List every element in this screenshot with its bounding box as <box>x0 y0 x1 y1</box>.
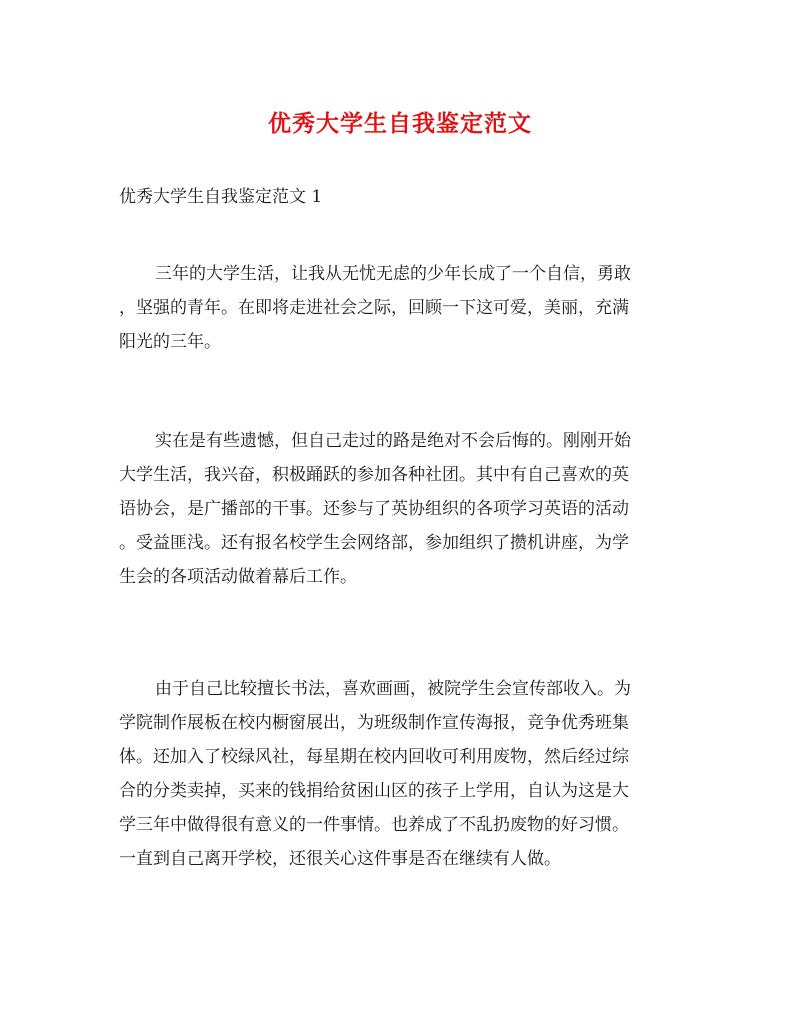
paragraph-line: 体。还加入了校绿风社，每星期在校内回收可利用废物，然后经过综 <box>119 747 629 767</box>
paragraph-line: 语协会，是广播部的干事。还参与了英协组织的各项学习英语的活动 <box>119 499 629 519</box>
paragraph-line: 一直到自己离开学校，还很关心这件事是否在继续有人做。 <box>119 849 561 869</box>
paragraph-line: 大学生活，我兴奋，积极踊跃的参加各种社团。其中有自己喜欢的英 <box>119 465 629 485</box>
paragraph-line: 实在是有些遗憾，但自己走过的路是绝对不会后悔的。刚刚开始 <box>155 431 631 451</box>
paragraph-line: 生会的各项活动做着幕后工作。 <box>119 567 357 587</box>
paragraph-line: 阳光的三年。 <box>119 332 221 352</box>
paragraph-line: 合的分类卖掉，买来的钱捐给贫困山区的孩子上学用，自认为这是大 <box>119 781 629 801</box>
document-title: 优秀大学生自我鉴定范文 <box>268 110 532 137</box>
paragraph-line: 学三年中做得很有意义的一件事情。也养成了不乱扔废物的好习惯。 <box>119 815 629 835</box>
paragraph-3 <box>119 672 679 876</box>
document-subtitle: 优秀大学生自我鉴定范文 1 <box>119 187 323 207</box>
paragraph-line: 学院制作展板在校内橱窗展出，为班级制作宣传海报，竞争优秀班集 <box>119 713 629 733</box>
paragraph-line: 三年的大学生活，让我从无忧无虑的少年长成了一个自信，勇敢 <box>155 264 631 284</box>
paragraph-2 <box>119 424 679 594</box>
paragraph-line: ，坚强的青年。在即将走进社会之际，回顾一下这可爱，美丽，充满 <box>119 298 629 318</box>
paragraph-line: 。受益匪浅。还有报名校学生会网络部，参加组织了攒机讲座，为学 <box>119 533 629 553</box>
paragraph-1 <box>119 257 679 359</box>
paragraph-line: 由于自己比较擅长书法，喜欢画画，被院学生会宣传部收入。为 <box>155 679 631 699</box>
